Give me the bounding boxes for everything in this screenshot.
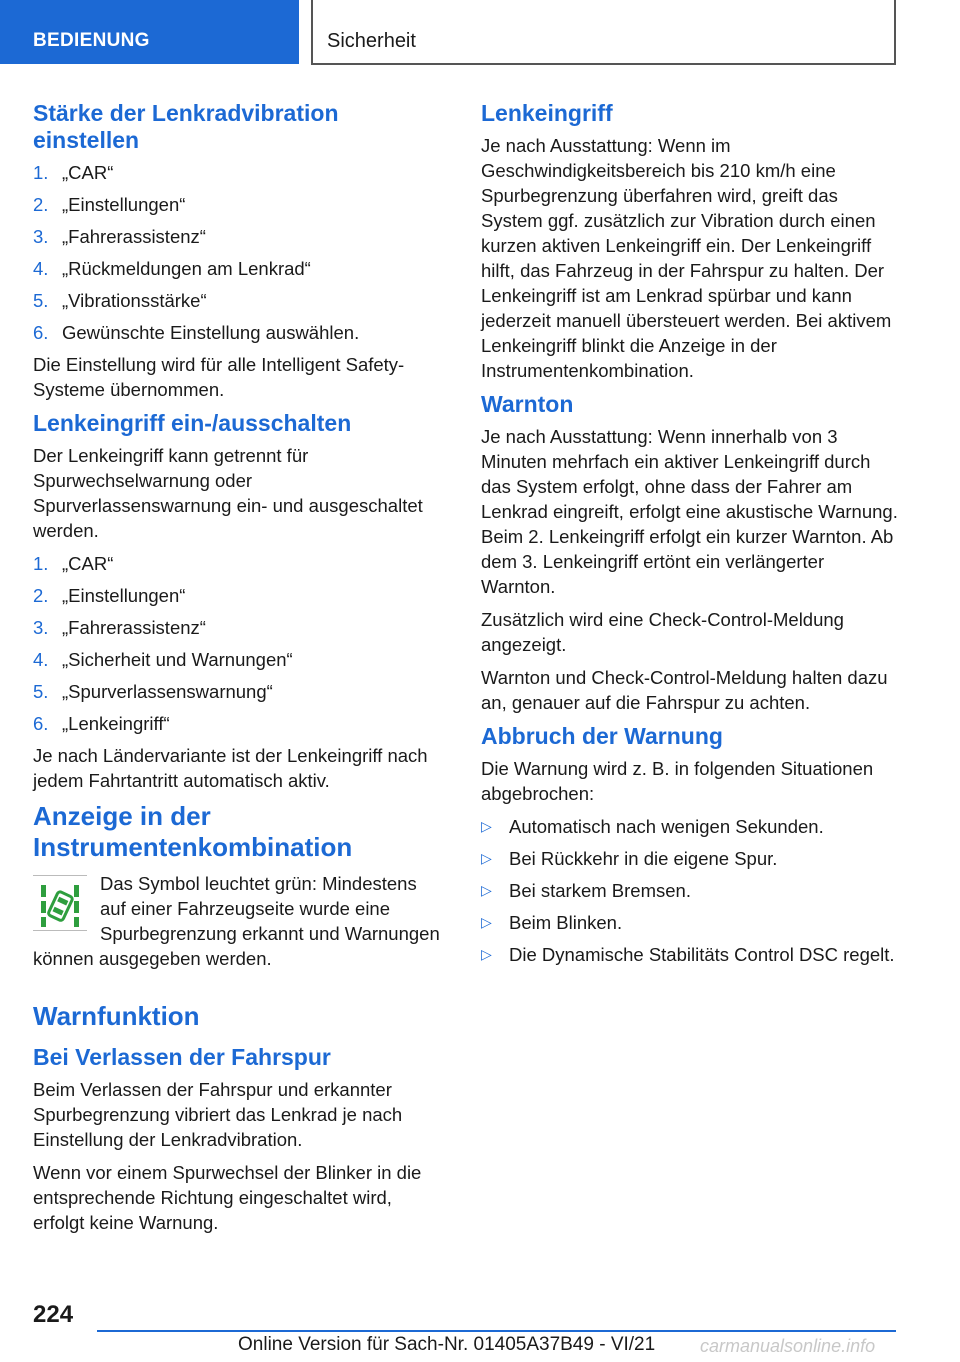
warning-function-heading: Warnfunktion	[33, 1001, 200, 1031]
abort-warning-heading: Abbruch der Warnung	[481, 723, 723, 749]
steering-steps-list	[33, 551, 441, 736]
display-symbol-block	[33, 871, 441, 971]
list-item	[33, 192, 441, 217]
step-text: „Einstellungen“	[62, 585, 186, 606]
warning-tone-text-1: Je nach Ausstattung: Wenn innerhalb von 3 Minuten mehrfach ein aktiver Lenkeingriff durch das System erfolgt, ohne dass der Fahrer am Lenkrad eingreift, erfolgt eine akustische Warnung. Beim 2. Lenkeingriff erfolgt ein kurzer Warnton. Ab dem 3. Lenkeingriff ertönt ein verlängerter Warnton.	[481, 426, 898, 597]
list-item	[33, 711, 441, 736]
right-column	[481, 100, 899, 974]
list-item	[33, 615, 441, 640]
steering-switch-heading: Lenkeingriff ein-/ausschalten	[33, 410, 352, 436]
bullet-triangle-icon: ▷	[481, 882, 492, 898]
bullet-triangle-icon: ▷	[481, 850, 492, 866]
leave-lane-heading: Bei Verlassen der Fahrspur	[33, 1044, 331, 1070]
step-text: „CAR“	[62, 553, 114, 574]
step-text: „Vibrationsstärke“	[62, 290, 207, 311]
bullet-text: Bei Rückkehr in die eigene Spur.	[509, 848, 778, 869]
steering-note: Je nach Ländervariante ist der Lenkeingriff nach jedem Fahrtantritt automatisch aktiv.	[33, 745, 428, 791]
step-number: 6.	[33, 713, 49, 734]
list-item	[33, 160, 441, 185]
vibration-steps-list	[33, 160, 441, 345]
step-number: 3.	[33, 226, 49, 247]
step-text: „Lenkeingriff“	[62, 713, 170, 734]
leave-lane-text-1: Beim Verlassen der Fahrspur und erkannter Spurbegrenzung vibriert das Lenkrad je nach Einstellung der Lenkradvibration.	[33, 1079, 403, 1150]
step-number: 6.	[33, 322, 49, 343]
step-text: „Spurverlassenswarnung“	[62, 681, 273, 702]
step-text: „Rückmeldungen am Lenkrad“	[62, 258, 311, 279]
step-number: 4.	[33, 258, 49, 279]
step-number: 5.	[33, 681, 49, 702]
list-item	[481, 814, 899, 839]
step-number: 2.	[33, 194, 49, 215]
display-heading: Anzeige in der Instrumentenkombination	[33, 801, 353, 862]
list-item	[33, 551, 441, 576]
display-text: Das Symbol leuchtet grün: Mindestens auf einer Fahrzeugseite wurde eine Spurbegrenzung erkannt und Warnungen können ausgegeben werden.	[33, 873, 440, 969]
lane-assist-icon	[33, 875, 87, 931]
bullet-text: Automatisch nach wenigen Sekunden.	[509, 816, 824, 837]
abort-conditions-list	[481, 814, 899, 967]
warning-tone-heading: Warnton	[481, 391, 574, 417]
step-text: Gewünschte Einstellung auswählen.	[62, 322, 360, 343]
warning-tone-text-2: Zusätzlich wird eine Check-Control-Meldung angezeigt.	[481, 609, 844, 655]
chapter-title: Sicherheit	[311, 0, 896, 65]
bullet-text: Bei starkem Bremsen.	[509, 880, 691, 901]
step-number: 1.	[33, 553, 49, 574]
list-item	[33, 224, 441, 249]
bullet-triangle-icon: ▷	[481, 818, 492, 834]
bullet-text: Die Dynamische Stabilitäts Control DSC regelt.	[509, 944, 895, 965]
step-text: „Einstellungen“	[62, 194, 186, 215]
list-item	[33, 320, 441, 345]
abort-warning-text: Die Warnung wird z. B. in folgenden Situationen abgebrochen:	[481, 758, 874, 804]
step-text: „Fahrerassistenz“	[62, 617, 206, 638]
list-item	[33, 256, 441, 281]
list-item	[481, 846, 899, 871]
list-item	[33, 583, 441, 608]
step-text: „Sicherheit und Warnungen“	[62, 649, 293, 670]
vibration-heading: Stärke der Lenkradvibration einstellen	[33, 100, 339, 153]
step-number: 3.	[33, 617, 49, 638]
steering-switch-text: Der Lenkeingriff kann getrennt für Spurwechselwarnung oder Spurverlassenswarnung ein- und ausgeschaltet werden.	[33, 445, 423, 541]
step-text: „CAR“	[62, 162, 114, 183]
step-number: 5.	[33, 290, 49, 311]
list-item	[481, 910, 899, 935]
bullet-triangle-icon: ▷	[481, 914, 492, 930]
step-number: 2.	[33, 585, 49, 606]
leave-lane-text-2: Wenn vor einem Spurwechsel der Blinker in die entsprechende Richtung eingeschaltet wird, erfolgt keine Warnung.	[33, 1162, 422, 1233]
section-tab[interactable]: BEDIENUNG	[0, 0, 299, 64]
list-item	[33, 288, 441, 313]
watermark: carmanualsonline.info	[700, 1336, 876, 1356]
steering-intervention-heading: Lenkeingriff	[481, 100, 613, 126]
bullet-text: Beim Blinken.	[509, 912, 623, 933]
list-item	[33, 647, 441, 672]
vibration-note: Die Einstellung wird für alle Intelligent Safety-Systeme übernommen.	[33, 354, 405, 400]
step-text: „Fahrerassistenz“	[62, 226, 206, 247]
left-column	[33, 100, 441, 1243]
step-number: 4.	[33, 649, 49, 670]
bullet-triangle-icon: ▷	[481, 946, 492, 962]
page-number: 224	[33, 1301, 74, 1328]
list-item	[481, 942, 899, 967]
online-version-text: Online Version für Sach-Nr. 01405A37B49 - VI/21	[238, 1334, 656, 1355]
list-item	[33, 679, 441, 704]
steering-intervention-text: Je nach Ausstattung: Wenn im Geschwindigkeitsbereich bis 210 km/h eine Spurbegrenzung überfahren wird, greift das System ggf. zusätzlich zur Vibration durch einen kurzen aktiven Lenkeingriff ein. Der Lenkeingriff hilft, das Fahrzeug in der Fahrspur zu halten. Der Lenkeingriff ist am Lenkrad spürbar und kann jederzeit manuell übersteuert werden. Bei aktivem Lenkeingriff blinkt die Anzeige in der Instrumentenkombination.	[481, 135, 892, 381]
footer-divider	[97, 1330, 896, 1332]
step-number: 1.	[33, 162, 49, 183]
warning-tone-text-3: Warnton und Check-Control-Meldung halten dazu an, genauer auf die Fahrspur zu achten.	[481, 667, 888, 713]
list-item	[481, 878, 899, 903]
